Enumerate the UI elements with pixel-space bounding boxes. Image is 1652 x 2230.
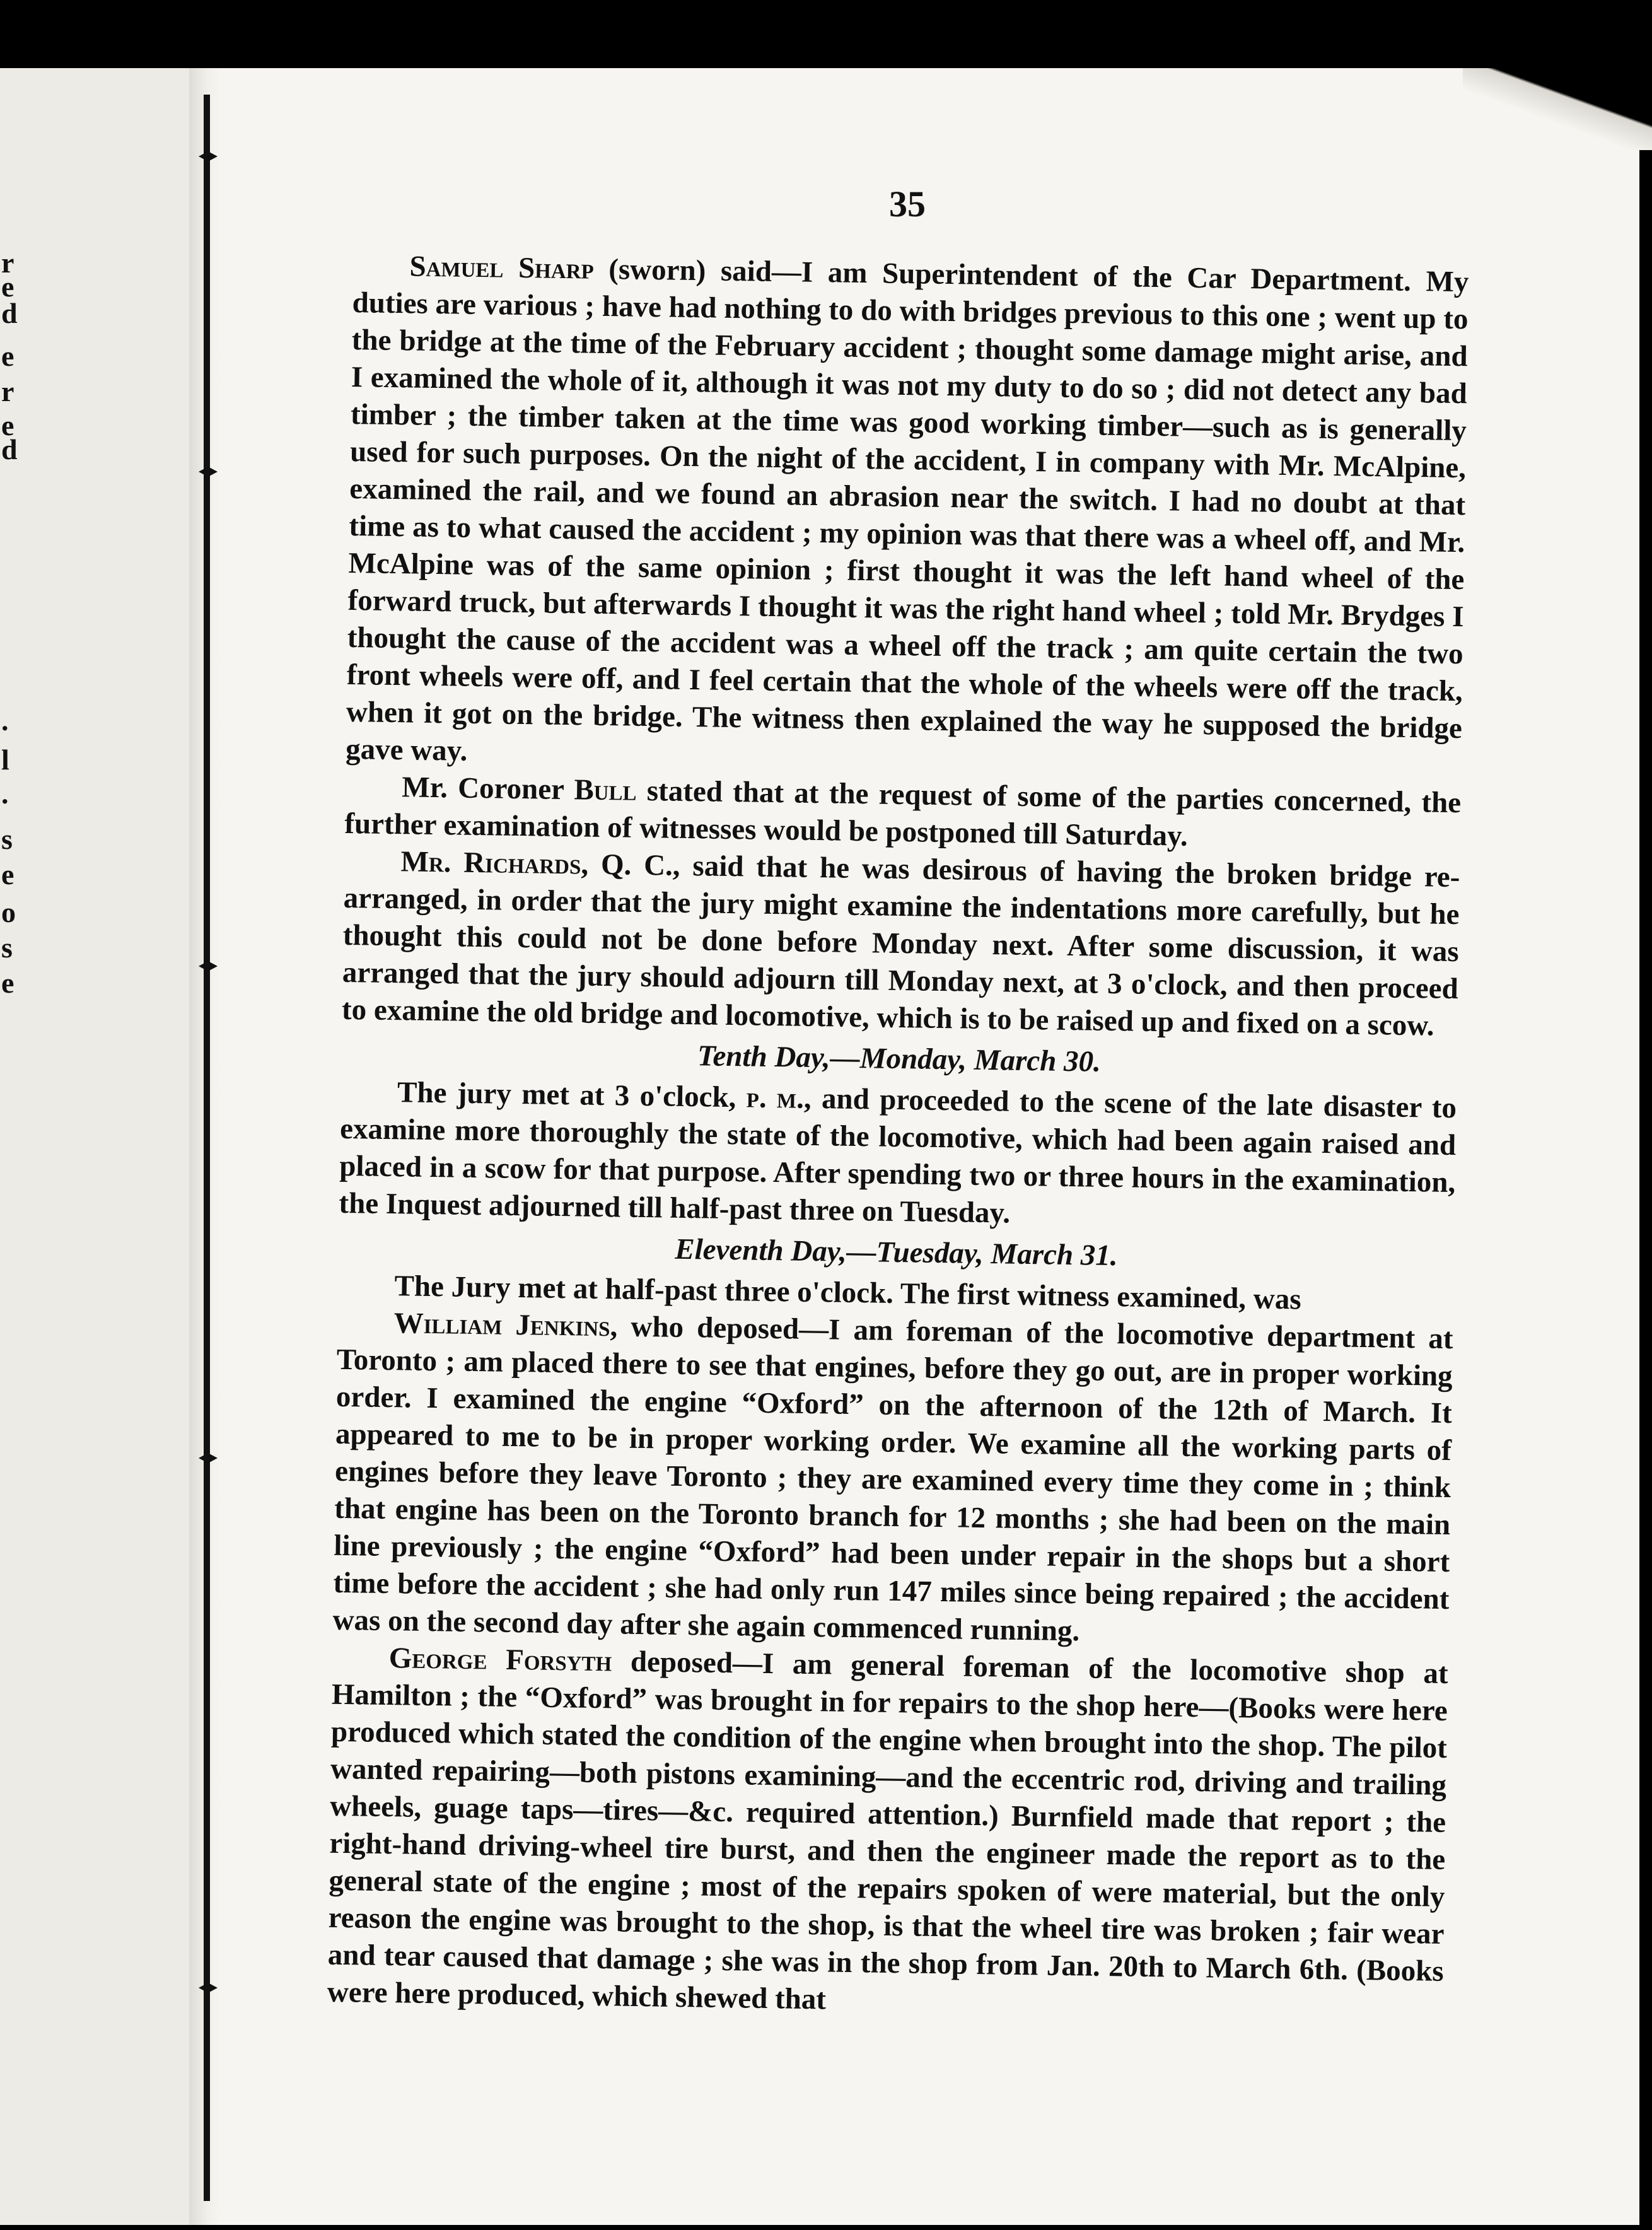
testimony-william-jenkins (332, 1304, 1453, 1655)
testimony-text: (sworn) said—I am Superintendent of the Car Department. My duties are various ; have had nothing to do with bridges previous to this one ; went up to the bridge at the time of the February accident ; thought some damage might arise, and I examined the whole of it, although it was not my duty to do so ; did not detect any bad timber ; the timber taken at the time was good working timber—such as is generally used for such purposes. On the night of the accident, I in company with Mr. McAlpine, examined the rail, and we found an abrasion near the switch. I had no doubt at that time as to what caused the accident ; my opinion was that there was a wheel off, and Mr. McAlpine was of the same opinion ; first thought it was the left hand wheel of the forward truck, but afterwards I thought it was the right hand wheel ; told Mr. Brydges I thought the cause of the accident was a wheel off the track ; am quite certain the two front wheels were off, and I feel certain that the whole of the wheels were off the track, when it got on the bridge. The witness then explained the way he supposed the bridge gave way. (345, 252, 1469, 768)
statement-text: stated that at the request of some of the parties concerned, the further examination of witnesses would be postponed till Saturday. (344, 774, 1462, 853)
margin-letter: . (1, 778, 9, 810)
speaker-name: Bull (574, 773, 637, 807)
paragraph-text: , and proceeded to the scene of the late disaster to examine more thoroughly the state of the locomotive, which had been again raised and placed in a scow for that purpose. After spending two or three hours in the examination, the Inquest adjourned till half-past three on Tuesday. (339, 1082, 1457, 1230)
testimony-samuel-sharp (346, 247, 1469, 785)
speaker-name: Mr. Richards (400, 845, 581, 881)
binding-stitch (192, 959, 224, 974)
binding-stitch (192, 464, 224, 479)
margin-letter: . (1, 704, 9, 737)
testimony-text: deposed—I am general foreman of the locomotive shop at Hamilton ; the “Oxford” was brought in for repairs to the shop here—(Books were here produced which stated the condition of the engine when brought into the shop. The pilot wanted repairing—both pistons examining—and the eccentric rod, driving and trailing wheels, guage taps—tires—&c. required attention.) Burnfield made that report ; the right-hand driving-wheel tire burst, and then the engineer made the report as to the general state of the engine ; most of the repairs spoken of were material, but the only reason the engine was brought to the shop, is that the wheel tire was broken ; fair wear and tear caused that damage ; she was in the shop from Jan. 20th to March 6th. (Books were here produced, which shewed that (327, 1645, 1449, 2016)
statement-prefix: Mr. Coroner (401, 771, 574, 807)
tenth-day-paragraph (339, 1073, 1457, 1239)
binding-thread (204, 95, 210, 2201)
speaker-name: George Forsyth (388, 1642, 612, 1678)
heading-eleventh-day: Eleventh Day,—Tuesday, March 31. (674, 1232, 1118, 1273)
binding-stitch (192, 1980, 224, 1995)
statement-text: , Q. C., said that he was desirous of having the broken bridge re-arranged, in order that the jury might examine the indentations more carefully, but he thought this could not be done before Monday next. After some discussion, it was arranged that the jury should adjourn till Monday next, at 3 o'clock, and then proceed to examine the old bridge and locomotive, which is to be raised up and fixed on a scow. (341, 848, 1460, 1042)
eleventh-day-paragraph: The Jury met at half-past three o'clock. The first witness examined, was (394, 1270, 1301, 1316)
margin-letter: d (1, 297, 18, 329)
margin-letter: e (1, 271, 15, 303)
binding-stitch (192, 1451, 224, 1466)
margin-letter: d (1, 433, 18, 465)
heading-tenth-day: Tenth Day,—Monday, March 30. (697, 1039, 1102, 1078)
left-page-edge (0, 68, 189, 2225)
margin-letter: s (1, 823, 13, 855)
page-corner-curl (1463, 68, 1652, 150)
speaker-name: Samuel Sharp (409, 250, 595, 286)
margin-letter: e (1, 409, 15, 441)
margin-letter: l (1, 744, 9, 776)
margin-letter: s (1, 931, 13, 964)
testimony-text: , who deposed—I am foreman of the locomotive department at Toronto ; am placed there to see that engines, before they go out, are in proper working order. I examined the engine “Oxford” on the afternoon of the 12th of March. It appeared to me to be in proper working order. We examine all the working parts of engines before they leave Toronto ; they are examined every time they come in ; think that engine has been on the Toronto branch for 12 months ; she had been on the main line previously ; the engine “Oxford” had been under repair in the shops but a short time before the accident ; she had only run 147 miles since being repaired ; the accident was on the second day after she again commenced running. (332, 1310, 1453, 1648)
testimony-george-forsyth (327, 1639, 1449, 2028)
margin-letter: e (1, 340, 15, 372)
margin-letter: r (1, 247, 15, 279)
margin-letter: r (1, 375, 15, 407)
paragraph-text: The jury met at 3 o'clock, (397, 1076, 747, 1114)
margin-letter: o (1, 896, 16, 928)
richards-statement (342, 843, 1460, 1045)
margin-letter: e (1, 967, 15, 999)
time-abbrev: p. m. (746, 1081, 805, 1115)
speaker-name: William Jenkins (393, 1307, 610, 1343)
body-text (327, 247, 1469, 2028)
page-number: 35 (889, 184, 926, 225)
binding-stitch (192, 149, 224, 164)
margin-letter: e (1, 858, 15, 890)
